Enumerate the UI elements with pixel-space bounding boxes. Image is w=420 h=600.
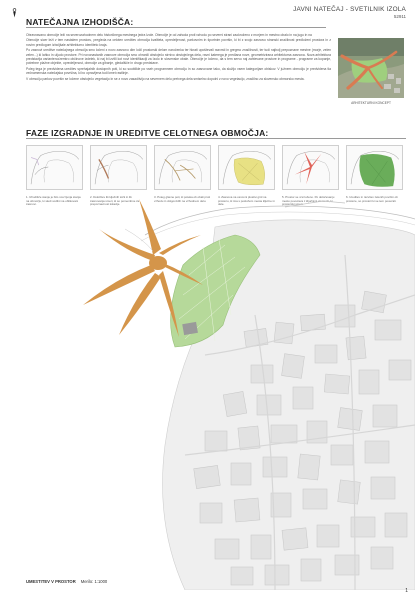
- phase-diagram-4: [218, 145, 275, 190]
- intro-paragraph: Po zasnovi ureditve natečajnega območja smo ločeni z novo zasnovo dim ločil prostorski delom naročenka ter hkrati upoštevali razvrsti in gregmo značilnosti, ter tudi najbolj prepoznane mestne (morje, zelen zelen...) ki lahko in uljudo prostore. Pri novonastanih zasnove območja smo ohranili obstoječo strnivo obstoječega dela, ravni katerega je predlana nove, geometrizirana arhitekturna zasnova. Nova arhitektura predstavlja varianteno/zemtro občinove izdelek, ki naj bi izvlili kot novi identifikaciji za Izolo in slovenske obale. Območje je ločeno, da s tem servo naj zahtevane prostore in programe - programe za kopanje, potrebne plažne objekte, opredeljenost, območje za gibanje, gledališče in drugo predstave.: [26, 48, 331, 66]
- header-code: 52911: [393, 14, 406, 19]
- section-title-intro: NATEČAJNA IZHODIŠČA:: [26, 17, 134, 27]
- phase-diagram-2: [90, 145, 147, 190]
- divider: [26, 27, 326, 28]
- phase-caption-1: 1. Izhodišče stanje je bilo nov/ ljunja stanja na območju, ki sledi vodilni na oblikovani zasnovi.: [26, 195, 81, 207]
- intro-text: [26, 33, 331, 82]
- phase-diagram-6: [346, 145, 403, 190]
- phase-caption-2: 2. Določitev lik ključnih točk in lik zasnovanja smeri, ki so pomembne za prepoznavnost lokacije.: [90, 195, 140, 207]
- phase-caption-3: 3. Poteg glavne poti, ki poteka ob obali proti vzhodu in dolgovzdih na vzhodnem delu.: [154, 195, 211, 203]
- section-title-phases: FAZE IZGRADNJE IN UREDITVE CELOTNEGA OBMOČJA:: [26, 128, 269, 138]
- header-title: JAVNI NATEČAJ - SVETILNIK IZOLA: [293, 6, 406, 13]
- concept-image: [338, 38, 404, 98]
- phase-caption-5: 5. Prostor se vrsi ločeno. Po določevanju mesto povezava z ključnimi elementi, ki prostorski smeri.: [282, 195, 335, 207]
- page-number: 1: [405, 588, 408, 594]
- divider: [26, 138, 406, 139]
- phase-diagram-5: [282, 145, 339, 190]
- phase-caption-6: 6. Ureditev in razvitev zelenih površin ob prostore, so prostori ki se tem povezali.: [346, 195, 398, 203]
- phase-diagram-1: [26, 145, 83, 190]
- map-scale-value: Merilo: 1:1000: [80, 579, 108, 584]
- intro-paragraph: V območju parkov površin se ločene obstoječo vegetacijo in se z novo zasaditvijo na severnem delu pretvega dela smiselno dopolni z novo vegetacijo, značilno za slovensko obmorsko mesta.: [26, 76, 305, 81]
- intro-paragraph: Poleg tega je predvidena ureditev sprehajalnih dostopnih poti, ki so sooblikle po vseh programnem območju in so zasnovane tako, da služijo vsem kategorijam obiskov. V južnem območju je predvidena tla večnamenska natečajska površina, ki bo opravljena tudi kmet rastlinje.: [26, 66, 331, 76]
- phases-strip: [26, 145, 406, 190]
- phase-caption-4: 4. Zasnova na osnovni ploskvi grid na prostoru, ki ima s posluhom mesta ključne in dele.: [218, 195, 275, 207]
- phase-diagram-3: [154, 145, 211, 190]
- map-scale-label: [26, 579, 107, 584]
- map-title: UMESTITEV V PROSTOR: [26, 579, 76, 584]
- concept-caption: ARHITEKTURNI KONCEPT: [351, 101, 391, 105]
- site-plan-map: [55, 195, 415, 590]
- logo-icon: [12, 8, 17, 18]
- intro-paragraph: Območje sicer leži v tem nastalem prostoru, pregleda na celoten ureditev območja kvaliteta, opredeljenost, parkovnim in športnim površin, ki bi z svojo zasnovo stranski značilnost predloženi prostora in z novim predlogom izboljšale arhitekturno identiteto kraja.: [26, 38, 331, 47]
- intro-paragraph: Obravnavano območje leži na severozahodnem delu historičnega mestnega jedra Izole. Območje je od zahoda proti vzhodu po severni strani zaokroženo z morjem in mestno obalo in na jugu in na: [26, 33, 312, 37]
